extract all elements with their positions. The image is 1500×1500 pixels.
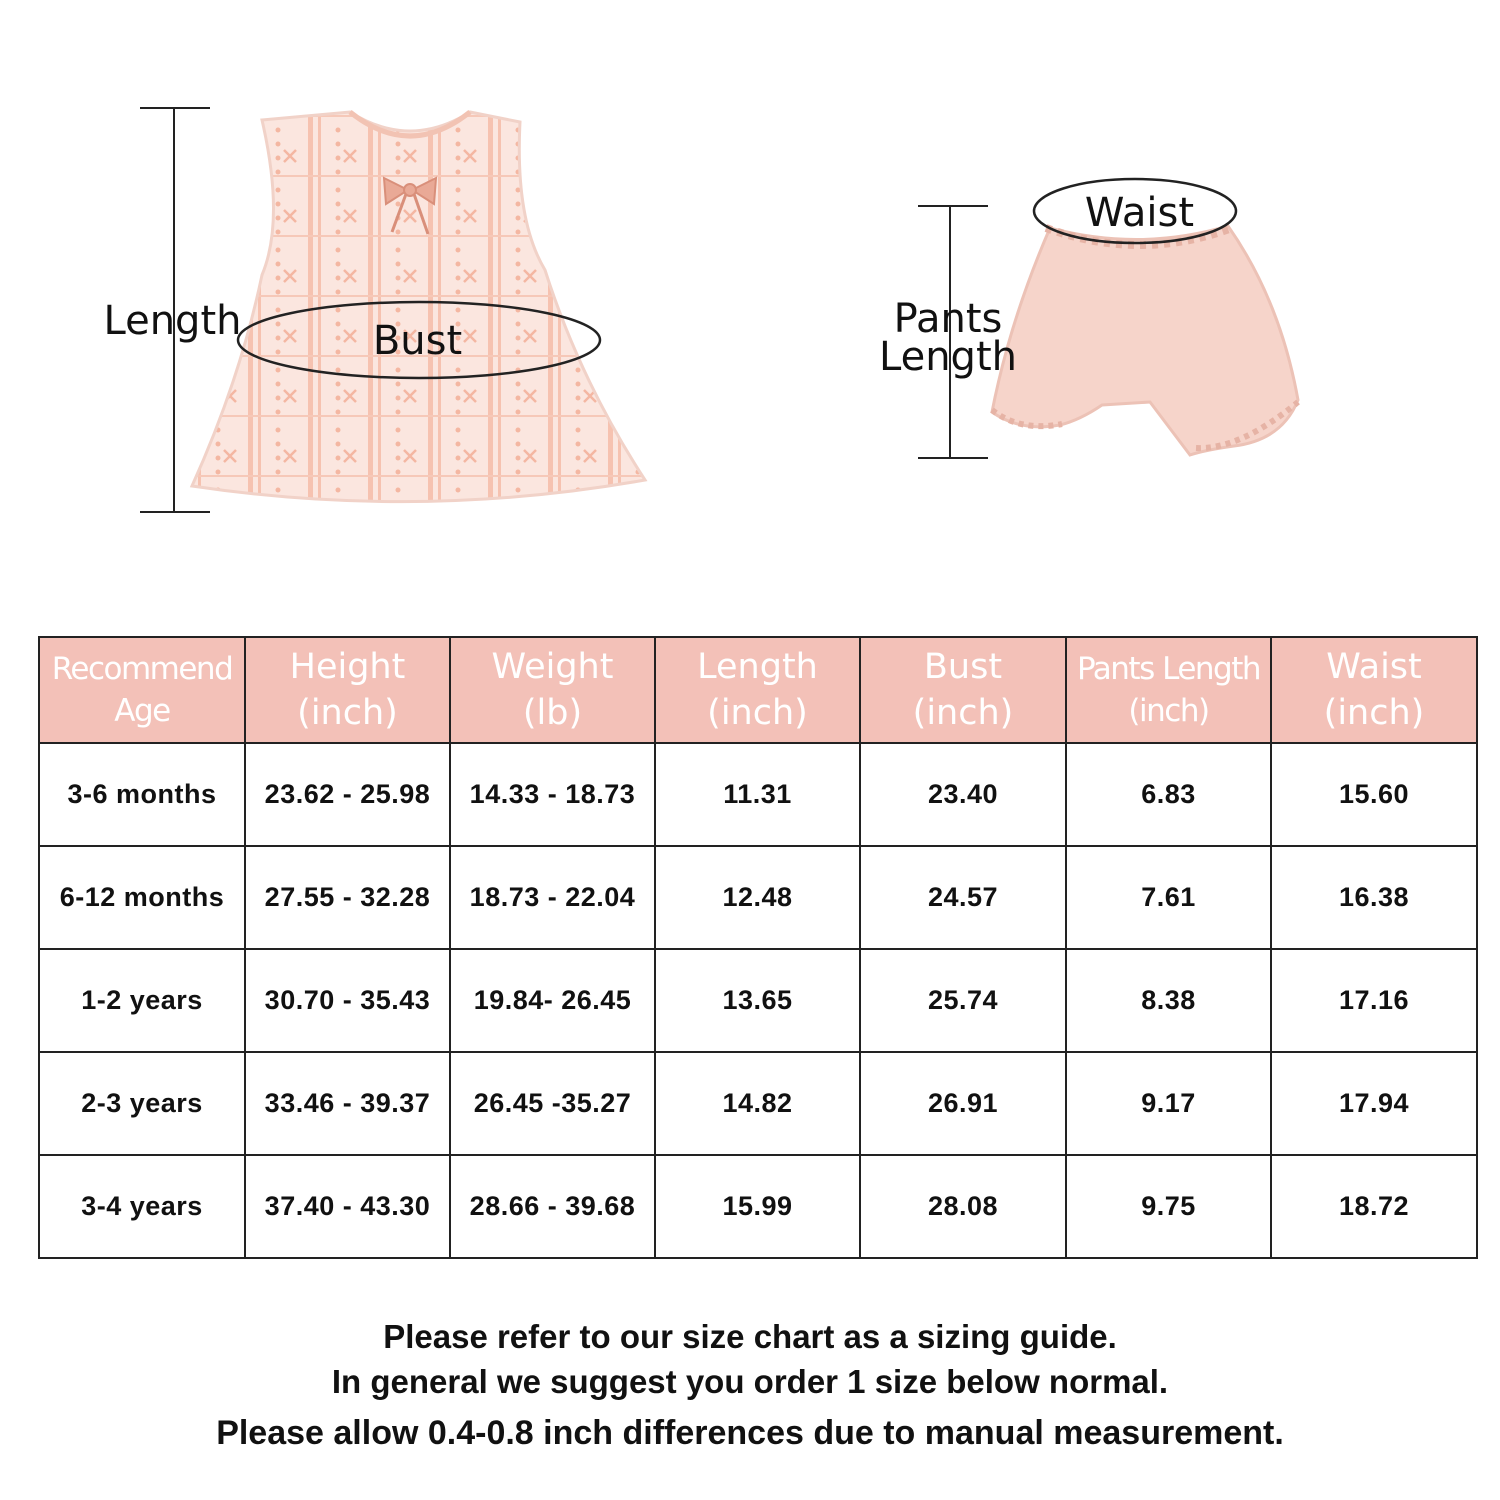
cell-pants-length: 8.38 <box>1066 949 1271 1052</box>
cell-weight: 19.84- 26.45 <box>450 949 655 1052</box>
cell-waist: 16.38 <box>1271 846 1477 949</box>
pants-label-line2: Length <box>879 334 1017 380</box>
cell-length: 11.31 <box>655 743 860 846</box>
table-row <box>39 1155 1477 1258</box>
length-label: Length <box>103 298 242 344</box>
cell-bust: 28.08 <box>860 1155 1066 1258</box>
header-line1: Waist <box>1326 647 1422 687</box>
cell-weight: 14.33 - 18.73 <box>450 743 655 846</box>
cell-bust: 23.40 <box>860 743 1066 846</box>
header-bust <box>860 637 1066 743</box>
sizing-note-3: Please allow 0.4-0.8 inch differences due to manual measurement. <box>216 1414 1284 1452</box>
header-line1: Height <box>289 647 406 687</box>
cell-age: 3-4 years <box>39 1155 245 1258</box>
header-line2: (inch) <box>912 693 1014 733</box>
cell-height: 37.40 - 43.30 <box>245 1155 450 1258</box>
cell-height: 33.46 - 39.37 <box>245 1052 450 1155</box>
header-line2: (inch) <box>297 693 398 733</box>
cell-age: 3-6 months <box>39 743 245 846</box>
sizing-note-2: In general we suggest you order 1 size below normal. <box>331 1363 1169 1400</box>
cell-bust: 26.91 <box>860 1052 1066 1155</box>
bloomer-shorts <box>992 226 1298 455</box>
header-length <box>655 637 860 743</box>
cell-length: 13.65 <box>655 949 860 1052</box>
pants-length-label <box>872 296 1024 380</box>
header-line1: Pants Length <box>1076 651 1261 687</box>
cell-age: 6-12 months <box>39 846 245 949</box>
waist-label: Waist <box>1084 190 1195 236</box>
cell-age: 1-2 years <box>39 949 245 1052</box>
cell-length: 12.48 <box>655 846 860 949</box>
header-line1: Bust <box>923 647 1003 687</box>
bust-label: Bust <box>372 318 463 364</box>
header-line1: Weight <box>491 647 614 687</box>
table-row <box>39 1052 1477 1155</box>
cell-height: 23.62 - 25.98 <box>245 743 450 846</box>
header-height <box>245 637 450 743</box>
cell-waist: 17.94 <box>1271 1052 1477 1155</box>
header-recommend-age <box>39 637 245 743</box>
cell-waist: 18.72 <box>1271 1155 1477 1258</box>
cell-pants-length: 9.17 <box>1066 1052 1271 1155</box>
header-line2: (inch) <box>707 693 808 733</box>
cell-pants-length: 9.75 <box>1066 1155 1271 1258</box>
header-pants-length <box>1066 637 1271 743</box>
cell-waist: 15.60 <box>1271 743 1477 846</box>
pants-label-line1: Pants <box>893 296 1003 342</box>
cell-pants-length: 6.83 <box>1066 743 1271 846</box>
header-line2: Age <box>114 693 170 729</box>
cell-weight: 26.45 -35.27 <box>450 1052 655 1155</box>
cell-bust: 24.57 <box>860 846 1066 949</box>
cell-weight: 18.73 - 22.04 <box>450 846 655 949</box>
cell-weight: 28.66 - 39.68 <box>450 1155 655 1258</box>
cell-age: 2-3 years <box>39 1052 245 1155</box>
cell-pants-length: 7.61 <box>1066 846 1271 949</box>
header-line1: Recommend <box>51 651 233 687</box>
sizing-note-1: Please refer to our size chart as a sizing guide. <box>383 1318 1117 1355</box>
table-row <box>39 743 1477 846</box>
header-line2: (inch) <box>1128 693 1209 729</box>
sleeveless-top <box>192 112 645 502</box>
header-weight <box>450 637 655 743</box>
table-row <box>39 846 1477 949</box>
cell-waist: 17.16 <box>1271 949 1477 1052</box>
header-line1: Length <box>697 647 818 687</box>
header-line2: (lb) <box>522 693 583 733</box>
cell-height: 30.70 - 35.43 <box>245 949 450 1052</box>
size-chart-table <box>38 636 1478 1259</box>
header-line2: (inch) <box>1323 693 1425 733</box>
cell-length: 14.82 <box>655 1052 860 1155</box>
cell-bust: 25.74 <box>860 949 1066 1052</box>
cell-height: 27.55 - 32.28 <box>245 846 450 949</box>
header-waist <box>1271 637 1477 743</box>
table-header-row <box>39 637 1477 743</box>
cell-length: 15.99 <box>655 1155 860 1258</box>
table-row <box>39 949 1477 1052</box>
